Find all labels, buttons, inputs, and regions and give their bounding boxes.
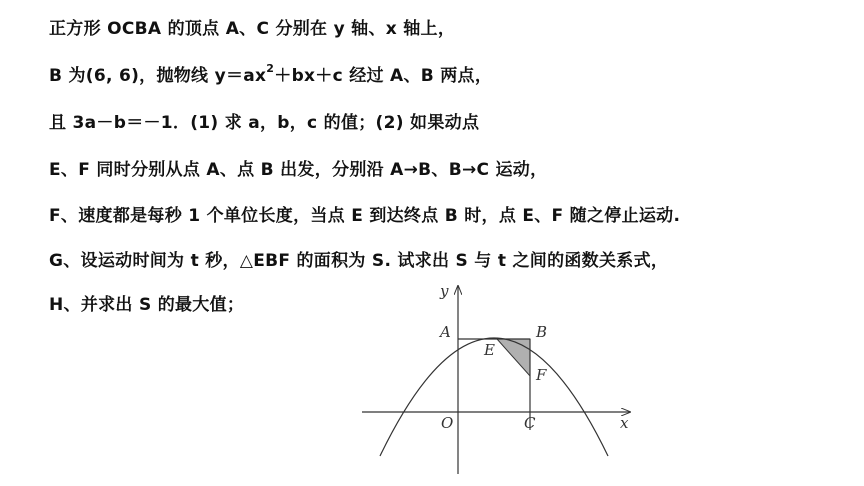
label-c: C (524, 414, 536, 432)
exponent-superscript: 2 (266, 62, 275, 75)
problem-line-7: H、并求出 S 的最大值； (49, 295, 245, 315)
label-a: A (440, 323, 451, 341)
problem-line-2-b: ＋bx＋c 经过 A、B 两点， (274, 66, 493, 86)
label-e: E (484, 341, 495, 359)
problem-line-6: G、设运动时间为 t 秒，△EBF 的面积为 S. 试求出 S 与 t 之间的函数关系式， (49, 251, 669, 271)
label-f: F (536, 366, 547, 384)
label-b: B (536, 323, 548, 341)
problem-line-4: E、F 同时分别从点 A、点 B 出发，分别沿 A→B、B→C 运动， (49, 160, 548, 180)
label-y: y (440, 282, 449, 300)
triangle-ebf (497, 339, 530, 376)
problem-line-1: 正方形 OCBA 的顶点 A、C 分别在 y 轴、x 轴上， (49, 19, 456, 39)
problem-line-2-a: B 为(6, 6)，抛物线 y＝ax (49, 66, 267, 86)
problem-line-5: F、速度都是每秒 1 个单位长度，当点 E 到达终点 B 时，点 E、F 随之停止运动. (49, 206, 681, 226)
label-o: O (441, 414, 454, 432)
problem-line-3: 且 3a－b＝－1．(1) 求 a，b，c 的值；(2) 如果动点 (49, 113, 480, 133)
label-x: x (620, 414, 629, 432)
